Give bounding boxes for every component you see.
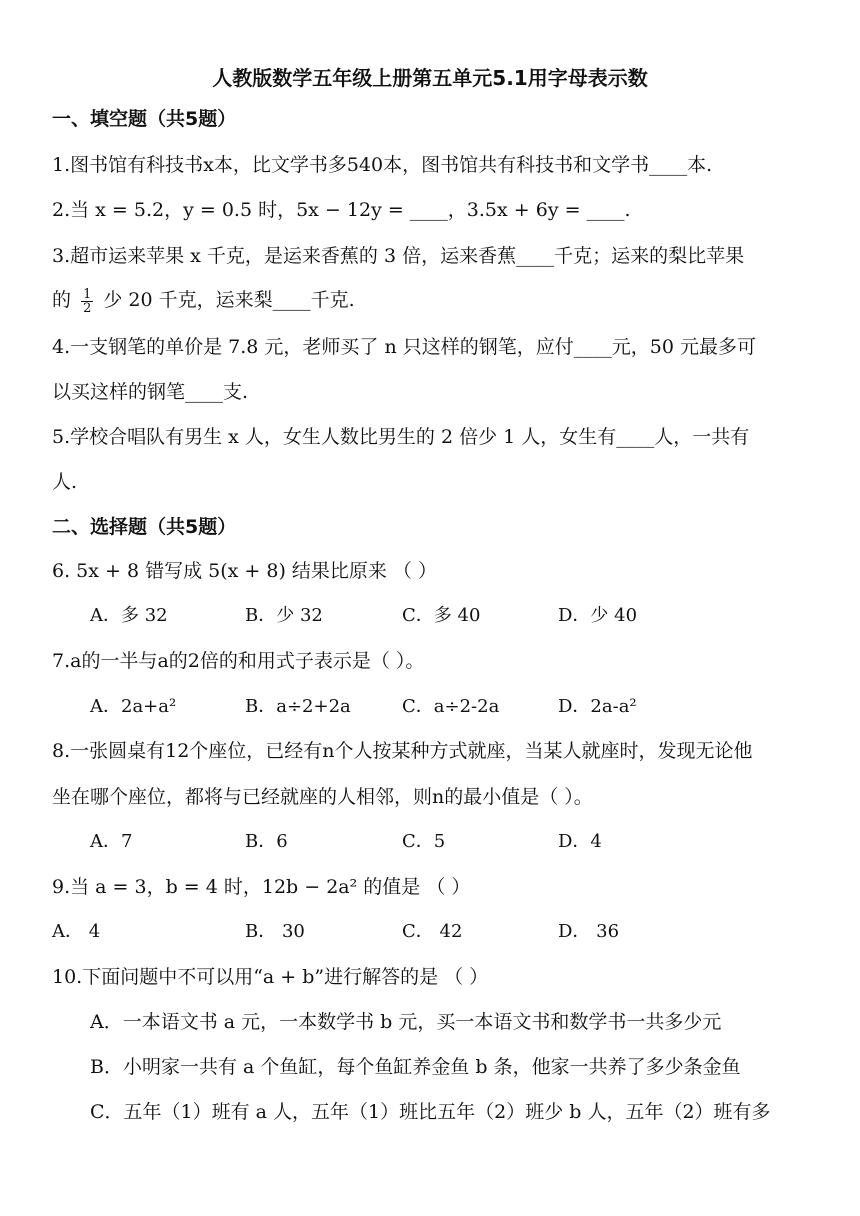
option-d: D．2a-a² bbox=[558, 696, 637, 717]
question-3-line-1: 3.超市运来苹果 x 千克，是运来香蕉的 3 倍，运来香蕉____千克；运来的梨比苹果 bbox=[52, 245, 745, 267]
question-5-line-2: 人. bbox=[52, 471, 78, 493]
question-3-prefix: 的 bbox=[52, 289, 72, 311]
option-c: C．5 bbox=[402, 831, 446, 852]
question-9: 9.当 a = 3，b = 4 时，12b − 2a² 的值是 （ ） bbox=[52, 876, 471, 898]
option-c: C． 42 bbox=[402, 921, 463, 942]
question-3-suffix: 少 20 千克，运来梨____千克. bbox=[103, 289, 355, 311]
fraction-one-half bbox=[81, 288, 93, 315]
option-d: D． 36 bbox=[558, 921, 620, 942]
option-b: B．少 32 bbox=[245, 605, 323, 626]
question-2: 2.当 x = 5.2，y = 0.5 时，5x − 12y = ____，3.5x + 6y = ____. bbox=[52, 199, 631, 221]
question-8-line-2: 坐在哪个座位，都将与已经就座的人相邻，则n的最小值是（ ）。 bbox=[52, 786, 593, 808]
option-a: A．7 bbox=[90, 831, 133, 852]
option-c: C．a÷2-2a bbox=[402, 696, 500, 717]
question-3-line-2 bbox=[52, 287, 808, 315]
question-10-option-b: B．小明家一共有 a 个鱼缸，每个鱼缸养金鱼 b 条，他家一共养了多少条金鱼 bbox=[90, 1056, 741, 1078]
option-a: A． 4 bbox=[52, 921, 101, 942]
question-7: 7.a的一半与a的2倍的和用式子表示是（ ）。 bbox=[52, 650, 425, 672]
option-b: B． 30 bbox=[245, 921, 305, 942]
question-6: 6. 5x + 8 错写成 5(x + 8) 结果比原来 （ ） bbox=[52, 560, 437, 582]
page-title: 人教版数学五年级上册第五单元5.1用字母表示数 bbox=[212, 66, 648, 90]
option-b: B．6 bbox=[245, 831, 288, 852]
section-heading-fill-blank: 一、填空题（共5题） bbox=[52, 108, 237, 130]
fraction-numerator: 1 bbox=[83, 286, 92, 302]
option-a: A．2a+a² bbox=[90, 696, 177, 717]
option-d: D．少 40 bbox=[558, 605, 638, 626]
option-a: A．多 32 bbox=[90, 605, 168, 626]
option-b: B．a÷2+2a bbox=[245, 696, 351, 717]
question-4-line-2: 以买这样的钢笔____支. bbox=[52, 381, 249, 403]
option-d: D．4 bbox=[558, 831, 602, 852]
section-heading-multiple-choice: 二、选择题（共5题） bbox=[52, 516, 237, 538]
question-10: 10.下面问题中不可以用“a + b”进行解答的是 （ ） bbox=[52, 966, 489, 988]
question-4-line-1: 4.一支钢笔的单价是 7.8 元，老师买了 n 只这样的钢笔，应付____元，50 元最多可 bbox=[52, 336, 756, 358]
question-10-option-c: C．五年（1）班有 a 人，五年（1）班比五年（2）班少 b 人，五年（2）班有多 bbox=[90, 1101, 771, 1123]
fraction-denominator: 2 bbox=[83, 300, 92, 316]
question-1: 1.图书馆有科技书x本，比文学书多540本，图书馆共有科技书和文学书____本. bbox=[52, 154, 713, 176]
question-8-line-1: 8.一张圆桌有12个座位，已经有n个人按某种方式就座，当某人就座时，发现无论他 bbox=[52, 740, 753, 762]
question-10-option-a: A．一本语文书 a 元，一本数学书 b 元，买一本语文书和数学书一共多少元 bbox=[90, 1011, 722, 1033]
question-5-line-1: 5.学校合唱队有男生 x 人，女生人数比男生的 2 倍少 1 人，女生有____人，一共有 bbox=[52, 426, 750, 448]
option-c: C．多 40 bbox=[402, 605, 481, 626]
